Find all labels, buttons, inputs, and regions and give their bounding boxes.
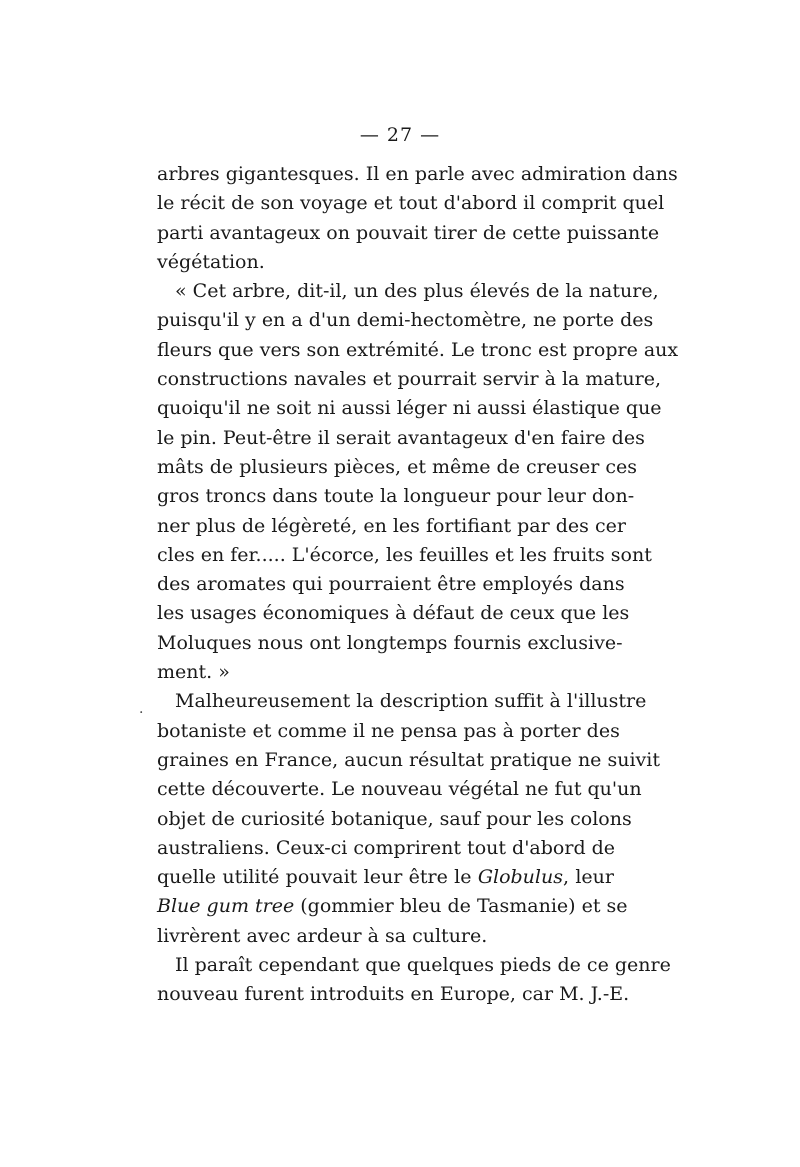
text-line: le récit de son voyage et tout d'abord il comprit quel [157, 192, 665, 215]
text-line: végétation. [157, 250, 265, 273]
text-line: nouveau furent introduits en Europe, car M. J.-E. [157, 983, 630, 1006]
italic-term: Globulus [477, 866, 563, 889]
text-line: graines en France, aucun résultat pratique ne suivit [157, 748, 660, 771]
text-line: le pin. Peut-être il serait avantageux d'en faire des [157, 426, 645, 449]
body-text [157, 160, 679, 1010]
text-line: fleurs que vers son extrémité. Le tronc est propre aux [157, 338, 679, 361]
margin-mark: · [139, 705, 144, 721]
text-line: livrèrent avec ardeur à sa culture. [157, 924, 488, 947]
text-line: parti avantageux on pouvait tirer de cette puissante [157, 221, 660, 244]
text-line: cles en fer..... L'écorce, les feuilles et les fruits sont [157, 543, 652, 566]
text-line [157, 863, 614, 892]
text-line: Malheureusement la description suffit à l'illustre [175, 690, 647, 713]
text-segment: quelle utilité pouvait leur être le [157, 866, 472, 889]
text-line: cette découverte. Le nouveau végétal ne fut qu'un [157, 778, 642, 801]
text-line: des aromates qui pourraient être employés dans [157, 573, 625, 596]
text-line [157, 892, 628, 921]
text-line: ment. » [157, 661, 230, 684]
text-line: constructions navales et pourrait servir à la mature, [157, 368, 661, 391]
text-segment: (gommier bleu de Tasmanie) et se [294, 895, 628, 918]
text-line: puisqu'il y en a d'un demi-hectomètre, ne porte des [157, 309, 654, 332]
text-line: arbres gigantesques. Il en parle avec admiration dans [157, 163, 678, 185]
text-line: australiens. Ceux-ci comprirent tout d'abord de [157, 836, 616, 859]
text-line: botaniste et comme il ne pensa pas à porter des [157, 719, 620, 742]
text-line: gros troncs dans toute la longueur pour leur don- [157, 485, 635, 508]
text-line: quoiqu'il ne soit ni aussi léger ni aussi élastique que [157, 397, 662, 420]
text-line: mâts de plusieurs pièces, et même de creuser ces [157, 455, 637, 478]
italic-term: Blue gum tree [157, 895, 295, 918]
page-number: — 27 — [359, 124, 441, 146]
text-line: ner plus de légèreté, en les fortifiant par des cer [157, 514, 626, 537]
text-segment: , leur [562, 866, 614, 889]
text-line: « Cet arbre, dit-il, un des plus élevés de la nature, [175, 280, 659, 303]
text-line: objet de curiosité botanique, sauf pour les colons [157, 807, 632, 830]
text-line: Il paraît cependant que quelques pieds de ce genre [175, 954, 671, 977]
text-line: les usages économiques à défaut de ceux que les [157, 602, 630, 625]
text-line: Moluques nous ont longtemps fournis exclusive- [157, 631, 623, 654]
